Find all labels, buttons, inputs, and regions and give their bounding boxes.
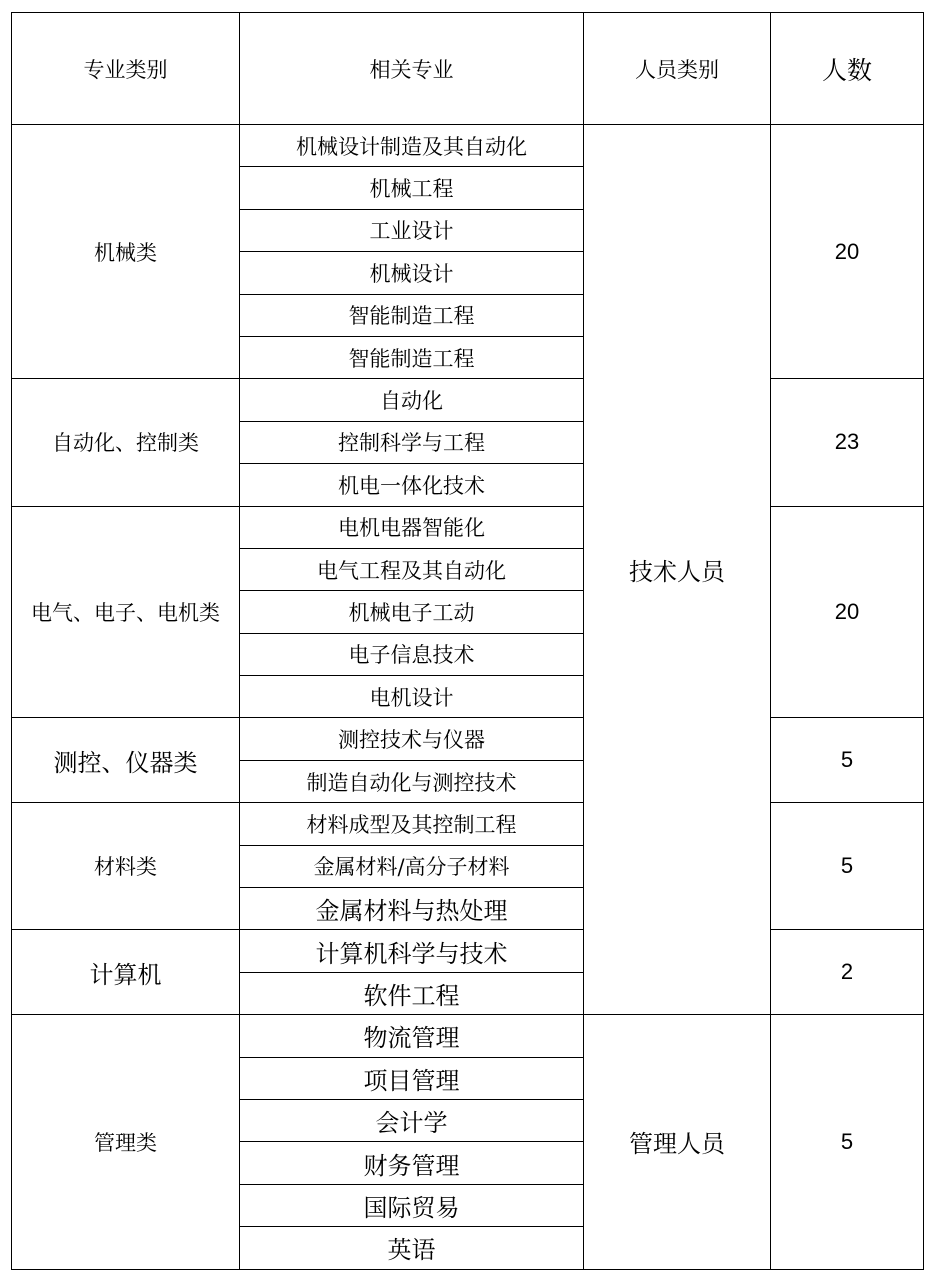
- major-cell: 智能制造工程: [240, 294, 584, 336]
- major-cell: 金属材料与热处理: [240, 888, 584, 930]
- major-cell: 项目管理: [240, 1057, 584, 1099]
- major-cell: 机械设计: [240, 252, 584, 294]
- count-cell: 2: [771, 930, 924, 1015]
- table-row: [12, 506, 924, 548]
- staff-type-cell: 技术人员: [584, 125, 771, 1015]
- count-cell: 5: [771, 718, 924, 803]
- table-row: [12, 125, 924, 167]
- major-cell: 机械电子工动: [240, 591, 584, 633]
- major-cell: 物流管理: [240, 1015, 584, 1057]
- table-row: [12, 718, 924, 760]
- table-row: [12, 1015, 924, 1057]
- major-cell: 制造自动化与测控技术: [240, 760, 584, 802]
- major-cell: 国际贸易: [240, 1184, 584, 1226]
- major-cell: 机械工程: [240, 167, 584, 209]
- count-cell: 23: [771, 379, 924, 506]
- major-cell: 智能制造工程: [240, 336, 584, 378]
- header-category: 专业类别: [12, 13, 240, 125]
- major-cell: 电机电器智能化: [240, 506, 584, 548]
- count-cell: 20: [771, 125, 924, 379]
- major-cell: 会计学: [240, 1099, 584, 1141]
- table-row: [12, 930, 924, 972]
- major-cell: 机电一体化技术: [240, 464, 584, 506]
- major-cell: 英语: [240, 1227, 584, 1269]
- count-cell: 20: [771, 506, 924, 718]
- major-cell: 电子信息技术: [240, 633, 584, 675]
- major-cell: 机械设计制造及其自动化: [240, 125, 584, 167]
- major-cell: 控制科学与工程: [240, 421, 584, 463]
- count-cell: 5: [771, 1015, 924, 1269]
- major-cell: 自动化: [240, 379, 584, 421]
- category-cell: 计算机: [12, 930, 240, 1015]
- category-cell: 测控、仪器类: [12, 718, 240, 803]
- category-cell: 自动化、控制类: [12, 379, 240, 506]
- recruitment-table: [11, 12, 924, 1270]
- category-cell: 机械类: [12, 125, 240, 379]
- major-cell: 电气工程及其自动化: [240, 548, 584, 590]
- major-cell: 测控技术与仪器: [240, 718, 584, 760]
- table-row: [12, 803, 924, 845]
- major-cell: 软件工程: [240, 972, 584, 1014]
- header-staff-type: 人员类别: [584, 13, 771, 125]
- staff-type-cell: 管理人员: [584, 1015, 771, 1269]
- major-cell: 工业设计: [240, 209, 584, 251]
- major-cell: 金属材料/高分子材料: [240, 845, 584, 887]
- category-cell: 电气、电子、电机类: [12, 506, 240, 718]
- count-cell: 5: [771, 803, 924, 930]
- major-cell: 电机设计: [240, 676, 584, 718]
- table-row: [12, 379, 924, 421]
- header-row: [12, 13, 924, 125]
- major-cell: 材料成型及其控制工程: [240, 803, 584, 845]
- major-cell: 财务管理: [240, 1142, 584, 1184]
- major-cell: 计算机科学与技术: [240, 930, 584, 972]
- header-count: 人数: [771, 13, 924, 125]
- category-cell: 材料类: [12, 803, 240, 930]
- header-related-major: 相关专业: [240, 13, 584, 125]
- category-cell: 管理类: [12, 1015, 240, 1269]
